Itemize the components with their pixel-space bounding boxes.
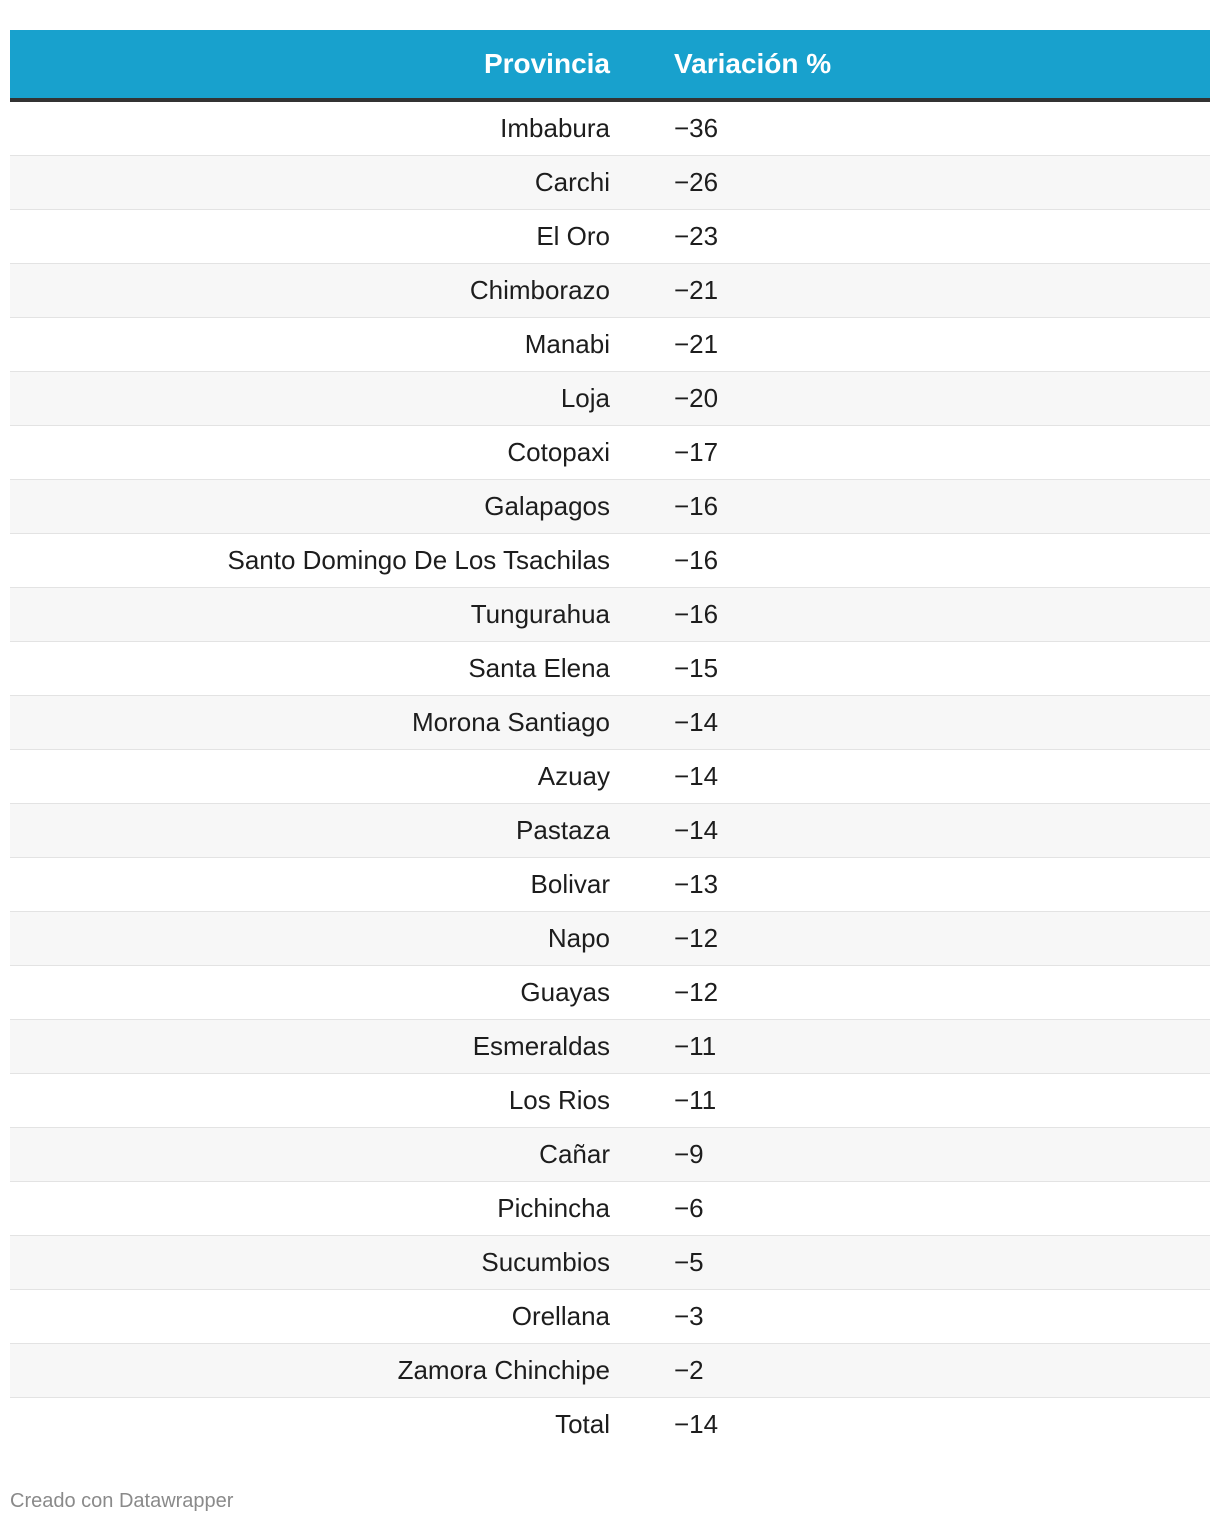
cell-variacion: −11 bbox=[674, 1085, 717, 1115]
cell-provincia: Cañar bbox=[539, 1139, 610, 1169]
cell-provincia: Esmeraldas bbox=[472, 1031, 610, 1061]
cell-provincia: Galapagos bbox=[484, 491, 610, 521]
table-row bbox=[10, 696, 1210, 750]
cell-variacion: −16 bbox=[674, 545, 719, 575]
cell-provincia: Tungurahua bbox=[470, 599, 610, 629]
cell-provincia: Zamora Chinchipe bbox=[397, 1355, 610, 1385]
cell-variacion: −3 bbox=[674, 1301, 704, 1331]
table-row bbox=[10, 102, 1210, 156]
cell-variacion: −6 bbox=[674, 1193, 704, 1223]
table-row bbox=[10, 480, 1210, 534]
cell-variacion: −17 bbox=[674, 437, 719, 467]
cell-variacion: −21 bbox=[674, 329, 719, 359]
cell-provincia: Carchi bbox=[534, 167, 610, 197]
table-row bbox=[10, 1236, 1210, 1290]
cell-variacion: −12 bbox=[674, 977, 719, 1007]
table-row bbox=[10, 156, 1210, 210]
cell-variacion: −20 bbox=[674, 383, 719, 413]
table-row bbox=[10, 372, 1210, 426]
cell-variacion: −36 bbox=[674, 113, 719, 143]
table-row bbox=[10, 966, 1210, 1020]
table-row bbox=[10, 642, 1210, 696]
cell-provincia: Pichincha bbox=[497, 1193, 610, 1223]
table-header bbox=[10, 30, 1210, 102]
table-row bbox=[10, 318, 1210, 372]
cell-variacion: −5 bbox=[674, 1247, 704, 1277]
table-row bbox=[10, 264, 1210, 318]
cell-provincia: Cotopaxi bbox=[507, 437, 610, 467]
cell-provincia: Los Rios bbox=[508, 1085, 610, 1115]
cell-variacion: −16 bbox=[674, 599, 719, 629]
cell-variacion: −15 bbox=[674, 653, 719, 683]
cell-provincia: Imbabura bbox=[500, 113, 610, 143]
cell-variacion: −23 bbox=[674, 221, 719, 251]
table-row bbox=[10, 1182, 1210, 1236]
column-header-variacion[interactable]: Variación % bbox=[674, 48, 832, 79]
cell-provincia: Napo bbox=[547, 923, 610, 953]
table-row bbox=[10, 1020, 1210, 1074]
cell-variacion: −21 bbox=[674, 275, 719, 305]
cell-provincia: Santa Elena bbox=[468, 653, 610, 683]
cell-variacion: −13 bbox=[674, 869, 719, 899]
cell-provincia: Total bbox=[555, 1409, 610, 1439]
cell-provincia: Sucumbios bbox=[481, 1247, 610, 1277]
table-row bbox=[10, 1074, 1210, 1128]
footer-credit: Creado con Datawrapper bbox=[10, 1490, 234, 1512]
table-row bbox=[10, 534, 1210, 588]
data-table bbox=[10, 30, 1210, 1451]
cell-provincia: Pastaza bbox=[516, 815, 610, 845]
cell-variacion: −26 bbox=[674, 167, 719, 197]
cell-variacion: −16 bbox=[674, 491, 719, 521]
cell-variacion: −14 bbox=[674, 761, 719, 791]
table-row bbox=[10, 426, 1210, 480]
cell-provincia: Guayas bbox=[520, 977, 610, 1007]
cell-variacion: −2 bbox=[674, 1355, 704, 1385]
cell-provincia: Bolivar bbox=[530, 869, 610, 899]
table-row bbox=[10, 804, 1210, 858]
table-row bbox=[10, 1398, 1210, 1451]
table-row bbox=[10, 1128, 1210, 1182]
cell-provincia: Loja bbox=[560, 383, 610, 413]
cell-variacion: −12 bbox=[674, 923, 719, 953]
cell-provincia: Orellana bbox=[511, 1301, 610, 1331]
table-row bbox=[10, 210, 1210, 264]
column-header-provincia[interactable]: Provincia bbox=[483, 48, 610, 79]
cell-provincia: Santo Domingo De Los Tsachilas bbox=[227, 545, 610, 575]
table-row bbox=[10, 1290, 1210, 1344]
table-row bbox=[10, 750, 1210, 804]
table-row bbox=[10, 588, 1210, 642]
table-row bbox=[10, 912, 1210, 966]
cell-variacion: −14 bbox=[674, 1409, 719, 1439]
cell-provincia: Azuay bbox=[537, 761, 610, 791]
cell-variacion: −14 bbox=[674, 707, 719, 737]
cell-variacion: −11 bbox=[674, 1031, 717, 1061]
cell-provincia: El Oro bbox=[536, 221, 610, 251]
table-body bbox=[10, 102, 1210, 1451]
table-row bbox=[10, 858, 1210, 912]
cell-provincia: Manabi bbox=[524, 329, 610, 359]
cell-provincia: Morona Santiago bbox=[411, 707, 610, 737]
table-row bbox=[10, 1344, 1210, 1398]
cell-provincia: Chimborazo bbox=[469, 275, 610, 305]
cell-variacion: −14 bbox=[674, 815, 719, 845]
cell-variacion: −9 bbox=[674, 1139, 704, 1169]
